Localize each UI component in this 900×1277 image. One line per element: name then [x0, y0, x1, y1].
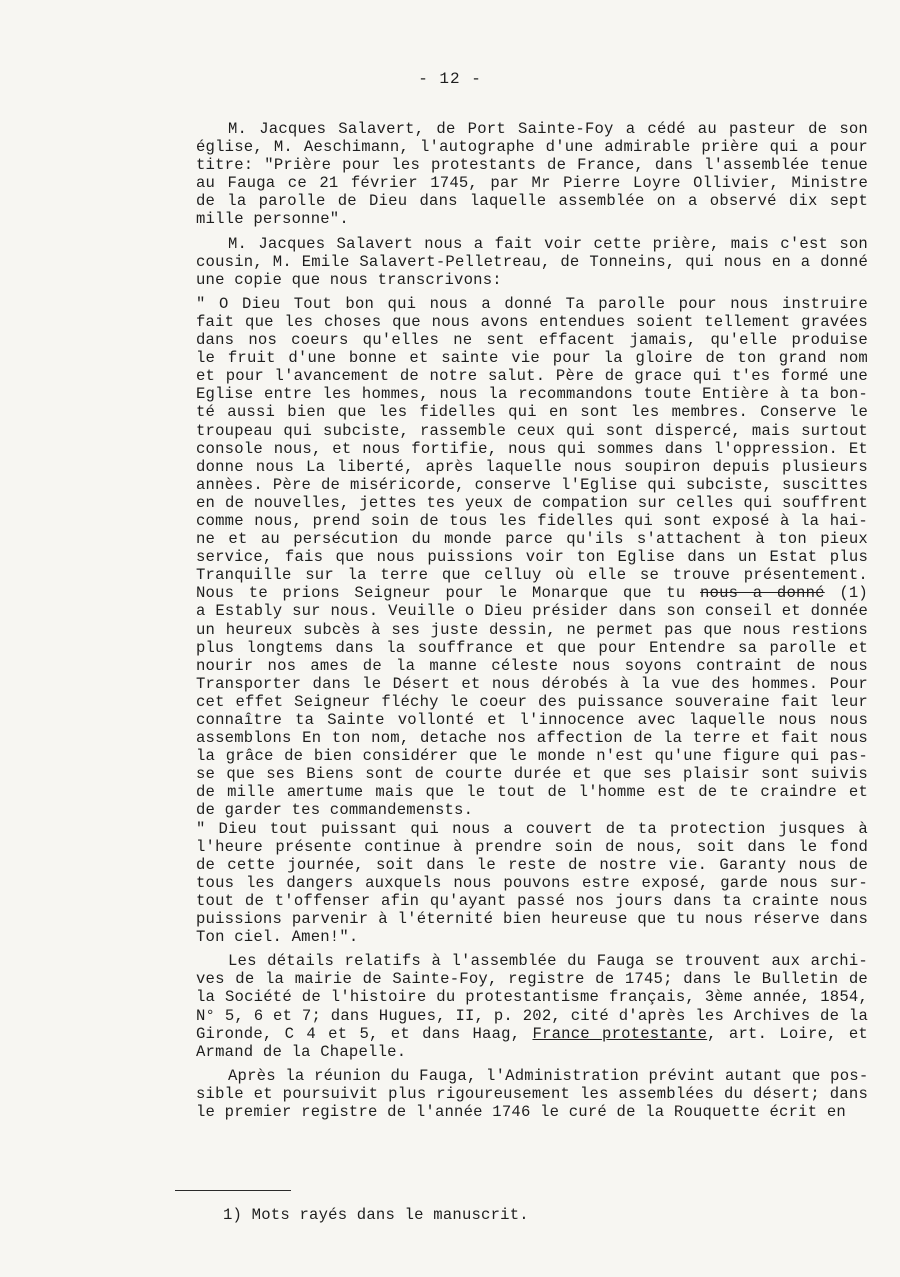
text-line: " Dieu tout puissant qui nous a couvert de ta protection jusques à — [196, 819, 868, 838]
text-line: annèes. Père de miséricorde, conserve l'Eglise qui subciste, suscittes — [196, 475, 868, 494]
text-line: Les détails relatifs à l'assemblée du Fauga se trouvent aux archi- — [228, 952, 868, 971]
text-line: l'heure présente continue à prendre soin de nous, soit dans le fond — [196, 837, 868, 856]
paragraph — [196, 295, 868, 820]
text-line: cet effet Seigneur fléchy le coeur des puissance souveraine fait leur — [196, 692, 868, 711]
text-line: dans nos coeurs qu'elles ne sent effacent jamais, qu'elle produise — [196, 331, 868, 350]
paragraph — [196, 120, 868, 229]
text-line: se que ses Biens sont de courte durée et que ses plaisir sont suivis — [196, 765, 868, 784]
text-line: " O Dieu Tout bon qui nous a donné Ta parolle pour nous instruire — [196, 294, 868, 313]
text-line: comme nous, prend soin de tous les fidelles qui sont exposé à la hai- — [196, 511, 868, 530]
text-line: tous les dangers auxquels nous pouvons estre exposé, garde nous sur- — [196, 873, 868, 892]
text-line: Après la réunion du Fauga, l'Administration prévint autant que pos- — [228, 1066, 869, 1085]
text-line: M. Jacques Salavert, de Port Sainte-Foy a cédé au pasteur de son — [228, 120, 868, 138]
text-line: console nous, et nous fortifie, nous qui sommes dans l'oppression. Et — [196, 439, 868, 458]
text-line: fait que les choses que nous avons entendues soient tellement gravées — [196, 312, 868, 331]
text-line: a Estably sur nous. Veuille o Dieu présider dans son conseil et donnée — [196, 602, 868, 621]
text-line: ves de la mairie de Sainte-Foy, registre de 1745; dans le Bulletin de — [196, 970, 868, 989]
text-line: connaître ta Sainte vollonté et l'innocence avec laquelle nous nous — [196, 711, 868, 729]
text-line: Eglise entre les hommes, nous la recommandons toute Entière à ta bon- — [196, 385, 868, 404]
text-line: nourir nos ames de la manne céleste nous soyons contraint de nous — [196, 656, 868, 675]
text-line: plus longtems dans la souffrance et que pour Entendre sa parolle et — [196, 638, 868, 657]
text-line: troupeau qui subciste, rassemble ceux qui sont disperсé, mais surtout — [196, 421, 868, 440]
text-line: Armand de la Chapelle. — [196, 1042, 407, 1061]
text-line: mille personne". — [196, 210, 349, 229]
footnote: 1) Mots rayés dans le manuscrit. — [223, 1206, 529, 1224]
text-line: en de nouvelles, jettes tes yeux de compation sur celles qui souffrent — [196, 493, 868, 512]
footnote-separator — [175, 1190, 291, 1191]
text-line: et pour l'avancement de notre salut. Père de grace qui t'es formé une — [196, 367, 868, 386]
text-line: de garder tes commandemensts. — [196, 801, 474, 820]
text-line: puissions parvenir à l'éternité bien heureuse que tu nous réserve dans — [196, 910, 868, 929]
text-line: un heureux subcès à ses juste dessin, ne permet pas que nous restions — [196, 620, 868, 639]
paragraph — [196, 820, 868, 947]
text-line: Gironde, C 4 et 5, et dans Haag, France protestante, art. Loire, et — [196, 1024, 868, 1043]
text-line: le premier registre de l'année 1746 le curé de la Rouquette écrit en — [196, 1102, 846, 1121]
text-line: sible et poursuivit plus rigoureusement les assemblées du désert; dans — [196, 1084, 868, 1103]
text-line: Tranquille sur la terre que celluy où elle se trouve présentement. — [196, 566, 868, 585]
text-line: la grâce de bien considérer que le monde n'est qu'une figure qui pas- — [196, 747, 868, 766]
text-line: ne et au persécution du monde parce qu'ils s'attachent à ton pieux — [196, 530, 868, 549]
text-line: de cette journée, soit dans le reste de nostre vie. Garanty nous de — [196, 855, 868, 874]
paragraph — [196, 235, 868, 289]
page-number: - 12 - — [418, 70, 482, 88]
text-line: tout de t'offenser afin qu'ayant passé nos jours dans ta crainte nous — [196, 891, 868, 910]
text-line: une copie que nous transcrivons: — [196, 270, 502, 289]
text-line: au Fauga ce 21 février 1745, par Mr Pierre Loyre Ollivier, Ministre — [196, 174, 868, 193]
body-text — [196, 120, 868, 1121]
text-line: la Société de l'histoire du protestantisme français, 3ème année, 1854, — [196, 988, 868, 1007]
text-line: le fruit d'une bonne et sainte vie pour la gloire de ton grand nom — [196, 349, 868, 368]
text-line: M. Jacques Salavert nous a fait voir cette prière, mais c'est son — [228, 234, 868, 253]
text-line: cousin, M. Emile Salavert-Pelletreau, de Tonneins, qui nous en a donné — [196, 252, 868, 271]
text-line: Nous te prions Seigneur pour le Monarque que tu nous a donné (1) — [196, 584, 868, 603]
text-line: té aussi bien que les fidelles qui en sont les membres. Conserve le — [196, 403, 868, 422]
text-line: titre: "Prière pour les protestants de France, dans l'assemblée tenue — [196, 156, 868, 175]
text-line: donne nous La liberté, après laquelle nous soupiron depuis plusieurs — [196, 457, 868, 476]
paragraph — [196, 1067, 868, 1121]
paragraph — [196, 952, 868, 1061]
text-line: de la parolle de Dieu dans laquelle assemblée on a observé dix sept — [196, 192, 868, 211]
text-line: église, M. Aeschimann, l'autographe d'une admirable prière qui a pour — [196, 138, 868, 157]
text-line: Ton ciel. Amen!". — [196, 928, 359, 947]
text-line: service, fais que nous puissions voir ton Eglise dans un Estat plus — [196, 548, 868, 567]
text-line: Transporter dans le Désert et nous dérobés à la vue des hommes. Pour — [196, 674, 868, 693]
text-line: de mille amertume mais que le tout de l'homme est de te craindre et — [196, 783, 868, 802]
text-line: assemblons En ton nom, detache nos affection de la terre et fait nous — [196, 729, 868, 748]
text-line: N° 5, 6 et 7; dans Hugues, II, p. 202, cité d'après les Archives de la — [196, 1006, 868, 1025]
